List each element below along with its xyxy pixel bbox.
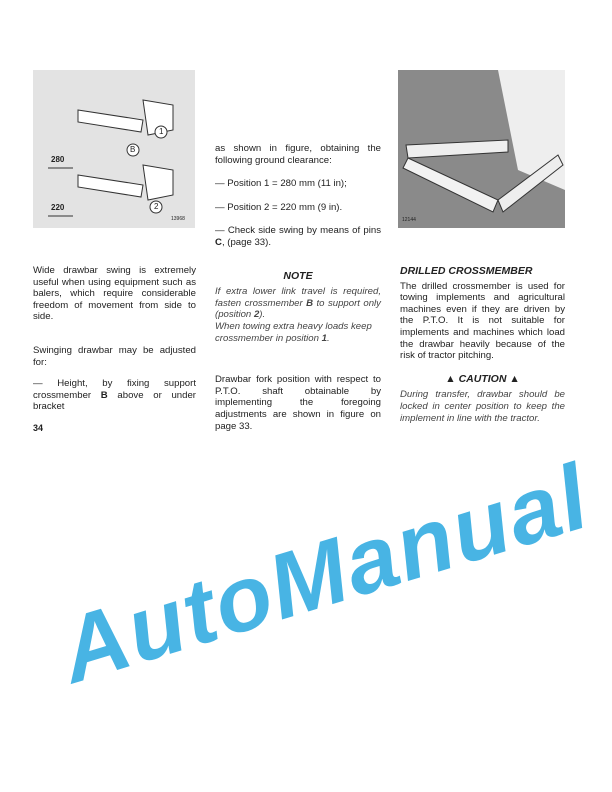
callout-1: 1 [159,127,164,136]
note-text: When towing extra heavy loads keep crossmember in position 1. [215,320,372,344]
column-3 [400,266,565,424]
paragraph: Drawbar fork position with respect to P.T.O. shaft obtainable by implementing the foregoing adjustments are shown in figure on page 33. [215,374,381,432]
callout-2: 2 [154,202,159,211]
paragraph: — Position 2 = 220 mm (9 in). [215,201,343,213]
warning-icon: ▲ [509,372,520,385]
column-2 [215,143,381,432]
paragraph: Swinging drawbar may be adjusted for: [33,344,196,368]
callout-b: B [130,145,136,154]
drilled-crossmember-figure [398,70,565,228]
caution-heading: ▲ CAUTION ▲ [445,372,520,385]
crossmember-illustration [398,70,565,228]
paragraph: The drilled crossmember is used for towing implements and agricultural machines even if they are driven by the P.T.O. It is not suitable for implements and machines which load the drawbar heavily because of the risk of tractor pitching. [400,280,565,362]
label-280: 280 [51,155,65,164]
label-220: 220 [51,203,65,212]
figure-code: 13968 [171,216,185,222]
caution-text: During transfer, drawbar should be locked in center position to keep the implement in line with the tractor. [400,389,565,424]
section-heading: DRILLED CROSSMEMBER [400,265,533,277]
note-heading: NOTE [283,269,313,282]
paragraph: as shown in figure, obtaining the following ground clearance: [215,143,381,166]
drawbar-positions-figure [33,70,195,228]
warning-icon: ▲ [445,372,456,385]
note-text: If extra lower link travel is required, fasten crossmember B to support only (position 2). [215,286,381,321]
page-number: 34 [33,422,44,433]
figure-code: 12144 [402,217,416,223]
paragraph: — Position 1 = 280 mm (11 in); [215,178,347,190]
paragraph: — Check side swing by means of pins C, (page 33). [215,225,381,248]
column-1 [33,265,196,435]
paragraph: Wide drawbar swing is extremely useful when using equipment such as balers, which require considerable freedom of movement from side to side. [33,265,196,323]
watermark: AutoManual [48,445,601,703]
paragraph: — Height, by fixing support crossmember B above or under bracket [33,378,196,413]
